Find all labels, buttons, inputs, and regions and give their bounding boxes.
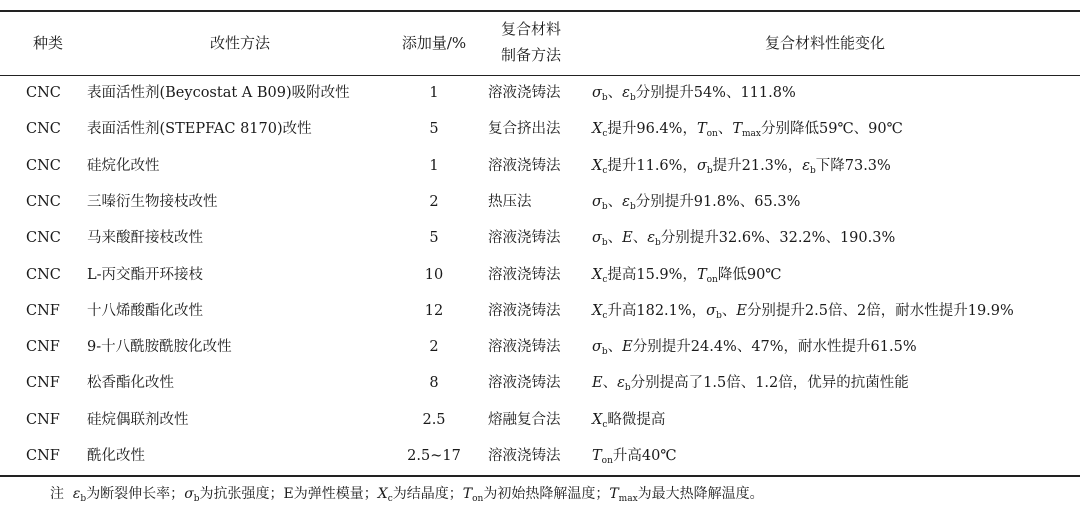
table-header-rule	[0, 75, 1080, 76]
header-amount: 添加量/%	[401, 34, 467, 52]
header-type: 种类	[32, 34, 63, 52]
row-type-cell: CNC	[26, 121, 61, 137]
header-performance: 复合材料性能变化	[764, 34, 885, 52]
row-method-cell: 松香酯化改性	[87, 375, 174, 391]
row-performance-cell: $\sigma_b$、E分别提升24.4%、47%，耐水性提升61.5%	[592, 339, 917, 357]
header-method: 改性方法	[209, 34, 270, 52]
table-top-rule	[0, 10, 1080, 12]
header-prep-line1: 复合材料	[500, 20, 561, 38]
row-amount-cell: 1	[429, 158, 439, 174]
row-type-cell: CNC	[26, 158, 61, 174]
row-method-cell: 硅烷偶联剂改性	[87, 412, 189, 428]
table-note	[50, 484, 764, 504]
row-performance-cell: E、$\varepsilon_b$分别提高了1.5倍、1.2倍，优异的抗菌性能	[592, 375, 909, 393]
row-method-cell: 表面活性剂(STEPFAC 8170)改性	[87, 121, 312, 137]
row-prep-cell: 热压法	[488, 194, 532, 210]
row-method-cell: 马来酸酐接枝改性	[87, 230, 203, 246]
row-performance-cell: $X_c$升高182.1%，$\sigma_b$、E分别提升2.5倍、2倍，耐水性提升19.9%	[592, 303, 1014, 321]
row-amount-cell: 2.5	[422, 412, 446, 428]
row-type-cell: CNF	[26, 303, 60, 319]
row-prep-cell: 溶液浇铸法	[488, 267, 561, 283]
row-performance-cell: $\sigma_b$、E、$\varepsilon_b$分别提升32.6%、32.2%、190.3%	[592, 230, 896, 248]
row-type-cell: CNF	[26, 412, 60, 428]
row-prep-cell: 溶液浇铸法	[488, 448, 561, 464]
row-method-cell: 三嗪衍生物接枝改性	[87, 194, 218, 210]
row-amount-cell: 2	[429, 194, 439, 210]
row-type-cell: CNF	[26, 375, 60, 391]
row-performance-cell: $\sigma_b$、$\varepsilon_b$分别提升91.8%、65.3%	[592, 194, 801, 212]
row-prep-cell: 溶液浇铸法	[488, 339, 561, 355]
row-prep-cell: 溶液浇铸法	[488, 85, 561, 101]
row-type-cell: CNC	[26, 194, 61, 210]
row-method-cell: 表面活性剂(Beycostat A B09)吸附改性	[87, 85, 350, 101]
row-performance-cell: $T_{on}$升高40℃	[592, 448, 677, 466]
row-amount-cell: 5	[429, 230, 439, 246]
header-prep-line2: 制备方法	[500, 46, 561, 64]
row-performance-cell: $X_c$提高15.9%，$T_{on}$降低90℃	[592, 267, 782, 285]
row-performance-cell: $X_c$略微提高	[592, 412, 666, 430]
row-method-cell: L-丙交酯开环接枝	[87, 267, 204, 283]
row-prep-cell: 溶液浇铸法	[488, 303, 561, 319]
row-amount-cell: 10	[424, 267, 444, 283]
row-type-cell: CNC	[26, 85, 61, 101]
row-type-cell: CNF	[26, 339, 60, 355]
row-amount-cell: 8	[429, 375, 439, 391]
row-prep-cell: 溶液浇铸法	[488, 375, 561, 391]
row-amount-cell: 5	[429, 121, 439, 137]
row-prep-cell: 溶液浇铸法	[488, 230, 561, 246]
row-amount-cell: 12	[424, 303, 444, 319]
row-method-cell: 9-十八酰胺酰胺化改性	[87, 339, 232, 355]
row-type-cell: CNC	[26, 230, 61, 246]
row-amount-cell: 1	[429, 85, 439, 101]
row-type-cell: CNF	[26, 448, 60, 464]
row-prep-cell: 熔融复合法	[488, 412, 561, 428]
note-label: 注	[50, 486, 64, 502]
row-method-cell: 十八烯酸酯化改性	[87, 303, 203, 319]
row-type-cell: CNC	[26, 267, 61, 283]
row-prep-cell: 溶液浇铸法	[488, 158, 561, 174]
row-performance-cell: $\sigma_b$、$\varepsilon_b$分别提升54%、111.8%	[592, 85, 796, 103]
row-method-cell: 硅烷化改性	[87, 158, 160, 174]
row-method-cell: 酰化改性	[87, 448, 145, 464]
note-text: $\varepsilon_b$为断裂伸长率；$\sigma_b$为抗张强度；E为弹性模量；$X_c$为结晶度；$T_{on}$为初始热降解温度；$T_{max}$为最大热降解温度。	[72, 486, 764, 504]
table-bottom-rule	[0, 475, 1080, 477]
row-performance-cell: $X_c$提升11.6%，$\sigma_b$提升21.3%，$\varepsilon_b$下降73.3%	[592, 158, 891, 176]
row-performance-cell: $X_c$提升96.4%，$T_{on}$、$T_{max}$分别降低59℃、90℃	[592, 121, 903, 139]
row-amount-cell: 2.5~17	[407, 448, 461, 464]
row-amount-cell: 2	[429, 339, 439, 355]
row-prep-cell: 复合挤出法	[488, 121, 561, 137]
